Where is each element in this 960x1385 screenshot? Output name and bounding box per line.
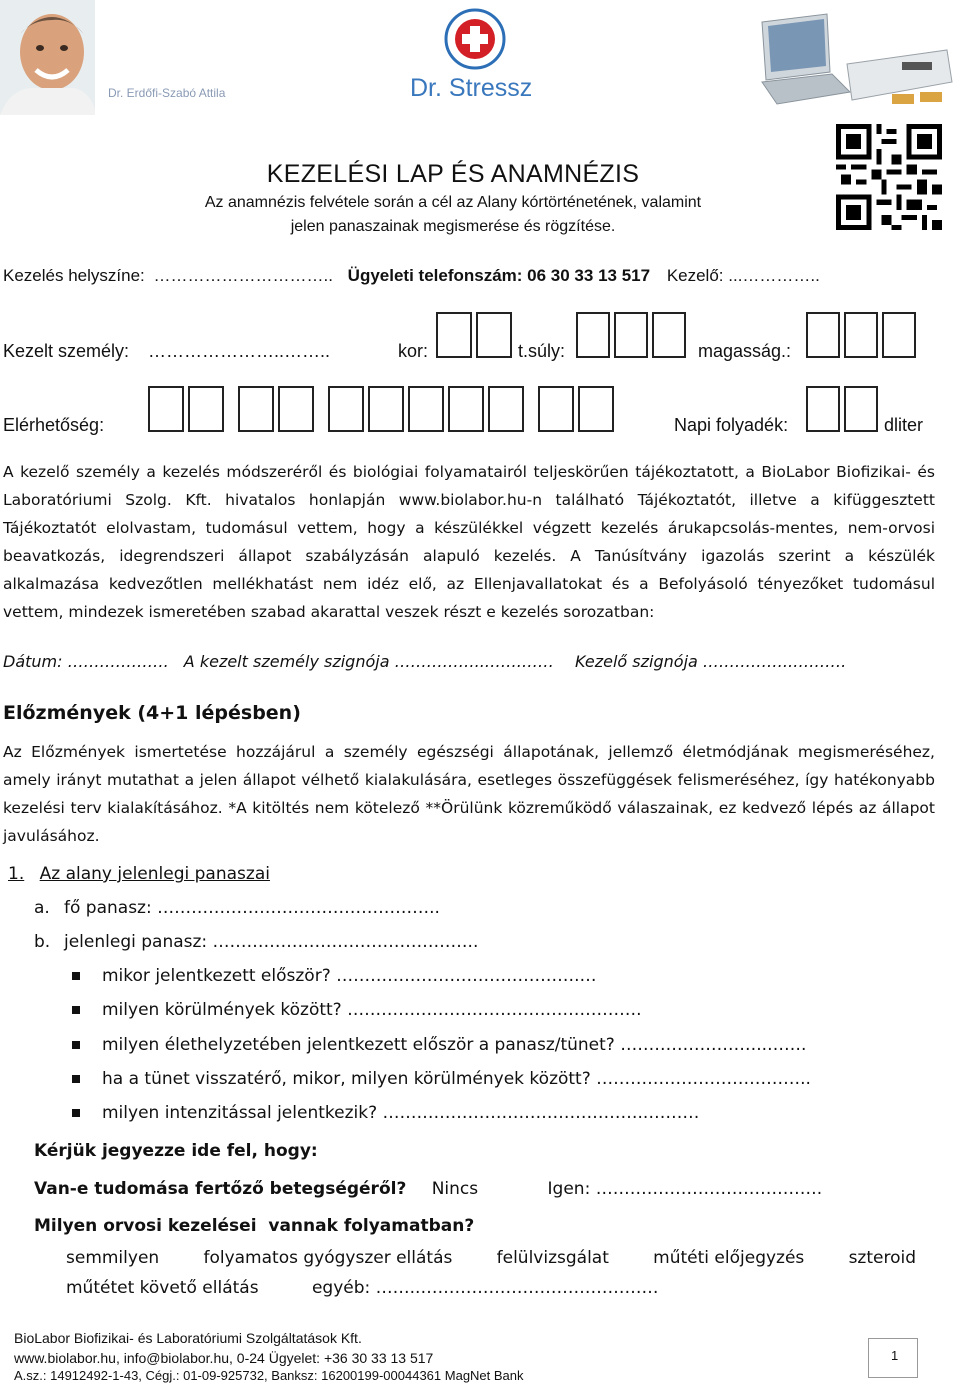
bullet-item <box>72 1103 699 1123</box>
fluid-boxes[interactable] <box>806 386 882 432</box>
history-heading: Előzmények (4+1 lépésben) <box>3 702 301 724</box>
section1-number: 1. <box>8 864 25 884</box>
bullet-item <box>72 1035 806 1055</box>
weight-label: t.súly: <box>518 341 566 361</box>
bullet-icon <box>72 972 80 980</box>
list-item <box>34 898 440 918</box>
weight-boxes[interactable] <box>576 312 690 358</box>
consent-text: A kezelő személy a kezelés módszeréről és biológiai folyamatairól teljeskörűen tájékoztatott, a BioLabor Biofizikai- és Laboratóriumi Szolg. Kft. hivatalos honlapján www.biolabor.hu-n található Tájékoztatót, illetve a kifüggesztett Tájékoztatót elolvastam, tudomásul vettem, hogy a készülékkel végzett kezelés árukapcsolás-mentes, nem-orvosi beavatkozás, idegrendszeri állapot szabályzásán alapuló kezelés. A Tanúsítvány igazolás szerint a készülék alkalmazása kedvezőtlen mellékhatást nem idéz elő, az Ellenjavallatokat és a Befolyásoló tényezőket tudomásul vettem, mindezek ismeretében szabad akarattal veszek részt e kezelés sorozatban: <box>3 463 935 621</box>
option-checkup[interactable]: felülvizsgálat <box>496 1248 609 1268</box>
person-field[interactable]: …………………..…….. <box>148 341 331 361</box>
bullet-item <box>72 966 597 986</box>
option-continuous-medication[interactable]: folyamatos gyógyszer ellátás <box>203 1248 453 1268</box>
section1-title: Az alany jelenlegi panaszai <box>39 864 270 884</box>
operator-signature-label: Kezelő szignója <box>574 652 698 671</box>
option-steroid[interactable]: szteroid <box>848 1248 916 1268</box>
page-number: 1 <box>891 1348 899 1363</box>
age-boxes[interactable] <box>436 312 516 358</box>
option-other[interactable]: egyéb: ……..…………………………………… <box>311 1278 659 1298</box>
location-label: Kezelés helyszíne: <box>3 266 145 285</box>
footer-line3: A.sz.: 14912492-1-43, Cégj.: 01-09-925732, Banksz: 16200199-00044361 MagNet Bank <box>14 1368 524 1383</box>
page-number-box <box>868 1338 918 1378</box>
page-title: KEZELÉSI LAP ÉS ANAMNÉZIS <box>266 160 640 188</box>
footer-line1: BioLabor Biofizikai- és Laboratóriumi Szolgáltatások Kft. <box>14 1330 362 1346</box>
infection-yes-option[interactable]: Igen: …………………………………. <box>547 1179 823 1199</box>
option-surgery-scheduled[interactable]: műtéti előjegyzés <box>653 1248 805 1268</box>
page-subtitle-line2: jelen panaszainak megismerése és rögzítése. <box>290 218 616 235</box>
bullet-text[interactable]: mikor jelentkezett először? …………………………………….… <box>102 966 597 986</box>
operator-signature-field[interactable]: ……………..………. <box>702 652 847 671</box>
treatment-options-row2 <box>66 1278 658 1298</box>
bullet-item <box>72 1069 811 1089</box>
option-none[interactable]: semmilyen <box>66 1248 160 1268</box>
bullet-text[interactable]: ha a tünet visszatérő, mikor, milyen körülmények között? ……………………………….. <box>102 1069 811 1089</box>
height-label: magasság.: <box>698 341 792 361</box>
header-photo <box>0 0 95 115</box>
phone-label: Ügyeleti telefonszám: <box>347 266 523 285</box>
note-heading: Kérjük jegyezze ide fel, hogy: <box>34 1141 318 1161</box>
device-image <box>752 12 957 117</box>
page-subtitle-line1: Az anamnézis felvétele során a cél az Alany kórtörténetének, valamint <box>204 194 702 211</box>
contact-label: Elérhetőség: <box>3 415 105 435</box>
brand-logo-text: Dr. Stressz <box>410 74 533 102</box>
item-marker: b. <box>34 932 51 952</box>
bullet-icon <box>72 1109 80 1117</box>
height-boxes[interactable] <box>806 312 920 358</box>
operator-label: Kezelő: <box>666 266 724 285</box>
biolabor-seal <box>444 8 506 75</box>
bullet-icon <box>72 1075 80 1083</box>
contact-boxes[interactable] <box>148 386 618 432</box>
date-field[interactable]: ………………. <box>67 652 169 671</box>
age-label: kor: <box>398 341 429 361</box>
treatment-question: Milyen orvosi kezelései vannak folyamatban? <box>34 1216 475 1236</box>
history-text: Az Előzmények ismertetése hozzájárul a személy egészségi állapotának, jellemző életmódjának megismeréséhez, amely irányt mutathat a jelen állapot vélhető kialakulására, esetleges összefüggések felismeréséhez, így hatékonyabb kezelési terv kialakításához. *A kitöltés nem kötelező **Örülünk közreműködő válaszainak, ez kedvező lépés az állapot javulásához. <box>3 743 935 845</box>
bullet-text[interactable]: milyen intenzitással jelentkezik? ………………………………………..……… <box>102 1103 700 1123</box>
bullet-item <box>72 1000 642 1020</box>
person-label: Kezelt személy: <box>3 341 130 361</box>
main-complaint-field[interactable]: fő panasz: ………………………………………….. <box>64 898 440 918</box>
bullet-icon <box>72 1041 80 1049</box>
header-person-name: Dr. Erdőfi-Szabó Attila <box>108 86 226 100</box>
person-signature-label: A kezelt személy szignója <box>183 652 390 671</box>
phone-value: 06 30 33 13 517 <box>527 266 651 285</box>
location-field[interactable]: ………………………….. <box>153 266 333 285</box>
list-item <box>34 932 478 952</box>
bullet-icon <box>72 1006 80 1014</box>
infection-no-option[interactable]: Nincs <box>431 1179 479 1199</box>
bullet-text[interactable]: milyen körülmények között? ……………………………………………. <box>102 1000 642 1020</box>
infection-question: Van-e tudomása fertőző betegségéről? <box>34 1179 407 1199</box>
form-row-location <box>3 266 820 286</box>
treatment-options-row1 <box>66 1248 916 1268</box>
footer-line2: www.biolabor.hu, info@biolabor.hu, 0-24 Ügyelet: +36 30 33 13 517 <box>14 1350 434 1366</box>
fluid-unit: dliter <box>884 415 924 435</box>
operator-field[interactable]: ...………….. <box>728 266 820 285</box>
option-post-surgery[interactable]: műtétet követő ellátás <box>66 1278 259 1298</box>
item-marker: a. <box>34 898 50 918</box>
fluid-label: Napi folyadék: <box>674 415 789 435</box>
section1-heading <box>8 864 270 884</box>
signature-row <box>3 652 846 671</box>
current-complaint-field[interactable]: jelenlegi panasz: ……………………………………….. <box>64 932 479 952</box>
bullet-text[interactable]: milyen élethelyzetében jelentkezett először a panasz/tünet? ……………………..……. <box>102 1035 807 1055</box>
date-label: Dátum: <box>3 652 63 671</box>
infection-row <box>34 1179 822 1199</box>
person-signature-field[interactable]: ……………..…….…… <box>394 652 554 671</box>
